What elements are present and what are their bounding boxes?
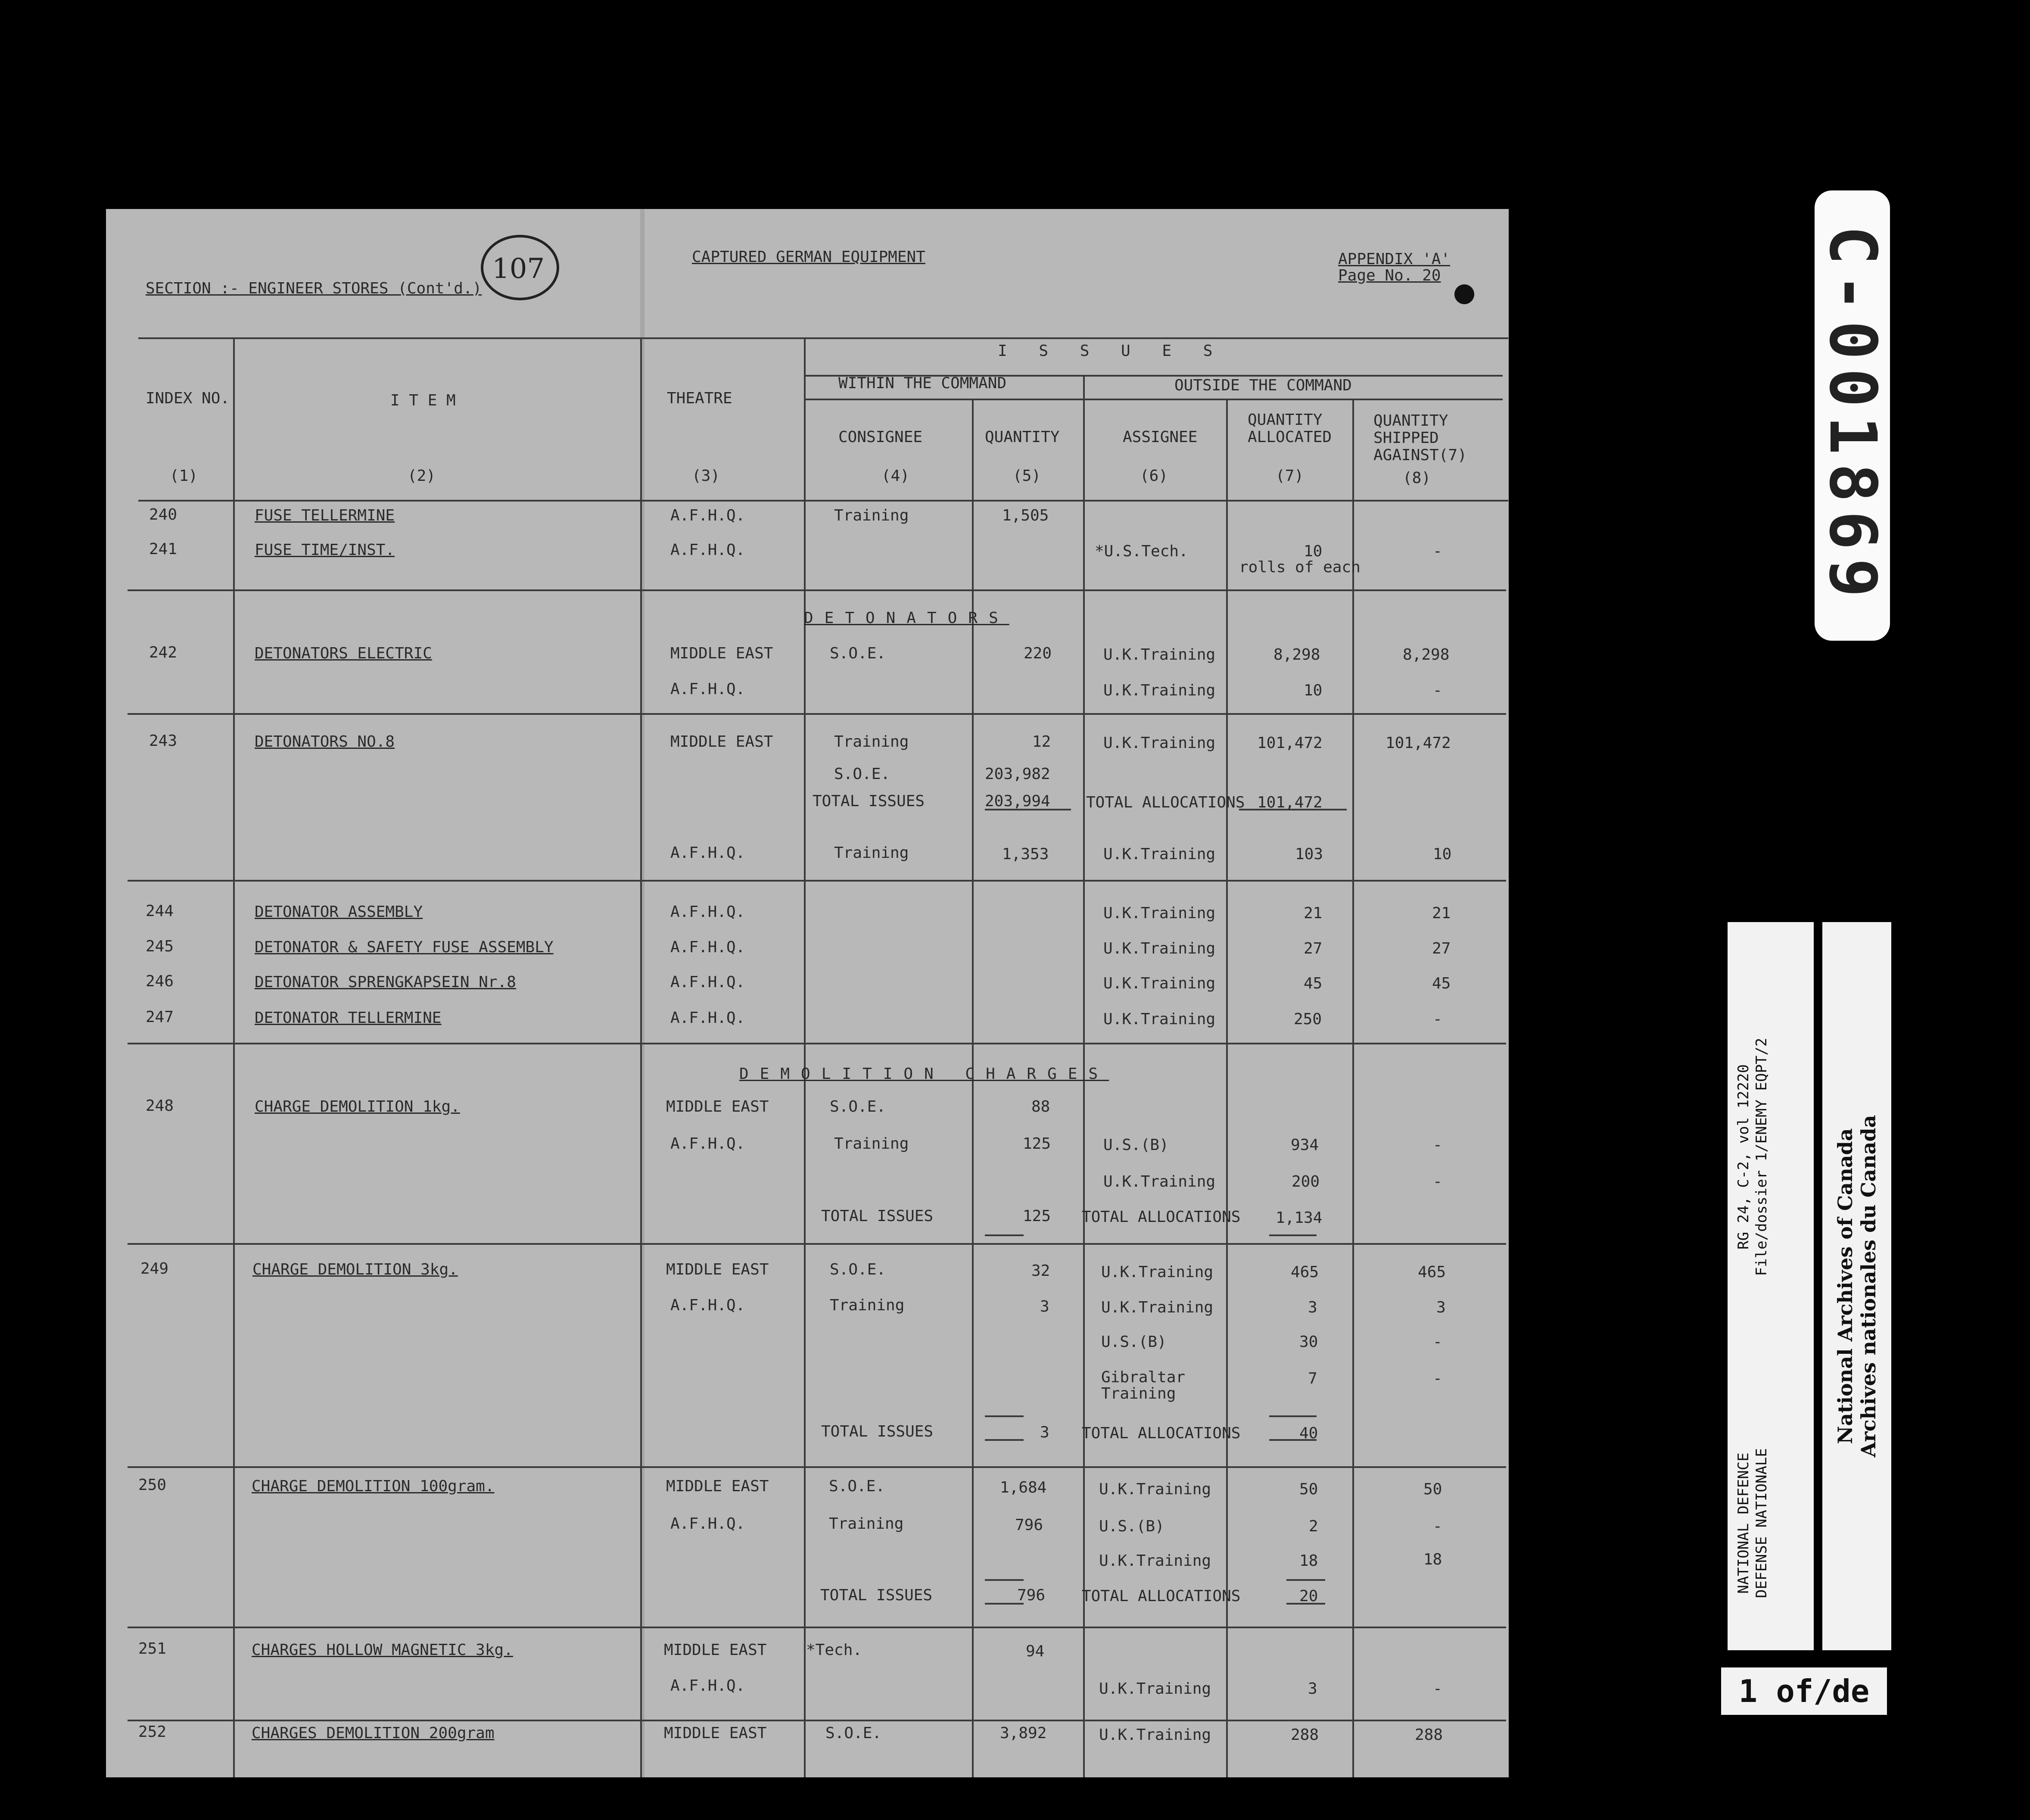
- col-number: (2): [408, 467, 436, 485]
- record-group-ref: RG 24, C-2, vol 12220: [1735, 1064, 1752, 1250]
- shipped-cell: -: [1433, 1173, 1442, 1190]
- header-qty-shipped-3: AGAINST(7): [1373, 446, 1467, 464]
- folio-stamp: [481, 235, 559, 300]
- consignee-cell: Training: [834, 1135, 909, 1153]
- allocated-cell: 1,134: [1276, 1209, 1323, 1227]
- consignee-cell: *Tech.: [806, 1641, 862, 1659]
- header-consignee: CONSIGNEE: [838, 428, 923, 446]
- page-counter: 1 of/de: [1721, 1667, 1887, 1715]
- quantity-cell: 3,892: [1000, 1724, 1047, 1742]
- item-cell: DETONATOR TELLERMINE: [255, 1009, 442, 1027]
- quantity-cell: 796: [1015, 1516, 1043, 1534]
- header-within-command: WITHIN THE COMMAND: [838, 374, 1007, 392]
- file-ref: File/dossier 1/ENEMY EQPT/2: [1753, 1038, 1770, 1276]
- quantity-cell: 94: [1026, 1642, 1045, 1660]
- theatre-cell: MIDDLE EAST: [670, 645, 773, 662]
- allocated-cell: 50: [1299, 1480, 1318, 1498]
- quantity-cell: 125: [1023, 1207, 1051, 1225]
- allocated-cell: 200: [1292, 1173, 1320, 1190]
- shipped-cell: -: [1433, 1333, 1442, 1351]
- consignee-cell: TOTAL ISSUES: [821, 1207, 934, 1225]
- quantity-cell: 220: [1024, 645, 1052, 662]
- assignee-cell: U.K.Training: [1103, 1173, 1216, 1190]
- item-cell: CHARGE DEMOLITION 100gram.: [252, 1477, 495, 1495]
- shipped-cell: -: [1433, 1010, 1442, 1028]
- consignee-cell: S.O.E.: [829, 1477, 885, 1495]
- index-cell: 243: [149, 732, 177, 750]
- theatre-cell: MIDDLE EAST: [664, 1724, 767, 1742]
- shipped-cell: -: [1433, 682, 1442, 699]
- theatre-cell: MIDDLE EAST: [666, 1098, 769, 1116]
- shipped-cell: 101,472: [1386, 734, 1451, 752]
- header-qty-allocated-2: ALLOCATED: [1248, 428, 1332, 446]
- section-title: SECTION :- ENGINEER STORES (Cont'd.): [146, 280, 482, 297]
- shipped-cell: 18: [1423, 1551, 1442, 1568]
- col-number: (8): [1403, 469, 1431, 487]
- index-cell: 241: [149, 540, 177, 558]
- assignee-cell: U.K.Training: [1103, 904, 1216, 922]
- header-qty-shipped-2: SHIPPED: [1373, 429, 1439, 447]
- quantity-cell: 203,982: [985, 765, 1050, 783]
- allocated-cell: 250: [1294, 1010, 1322, 1028]
- item-cell: CHARGE DEMOLITION 3kg.: [252, 1261, 458, 1278]
- theatre-cell: A.F.H.Q.: [670, 1135, 745, 1153]
- command-rule: [805, 399, 1503, 400]
- theatre-cell: A.F.H.Q.: [670, 1009, 745, 1027]
- assignee-cell: *U.S.Tech.: [1095, 542, 1188, 560]
- allocated-cell: 101,472: [1257, 794, 1323, 811]
- consignee-cell: S.O.E.: [830, 1261, 886, 1278]
- assignee-cell: U.K.Training: [1103, 845, 1216, 863]
- quantity-cell: 1,684: [1000, 1479, 1047, 1496]
- allocated-cell: 101,472: [1257, 734, 1323, 752]
- index-cell: 251: [138, 1640, 167, 1658]
- item-cell: DETONATORS NO.8: [255, 733, 395, 751]
- row-rule: [128, 1043, 1506, 1044]
- index-cell: 250: [138, 1476, 167, 1494]
- total-rule: [1286, 1579, 1325, 1581]
- index-cell: 247: [146, 1008, 174, 1026]
- consignee-cell: S.O.E.: [825, 1724, 882, 1742]
- shipped-cell: -: [1433, 1680, 1442, 1698]
- quantity-cell: 1,353: [1002, 845, 1049, 863]
- allocated-cell: 10: [1304, 682, 1323, 699]
- allocated-cell: 45: [1304, 975, 1323, 992]
- assignee-cell: TOTAL ALLOCATIONS: [1086, 794, 1245, 811]
- allocated-cell: 21: [1304, 904, 1323, 922]
- page-number: Page No. 20: [1338, 267, 1441, 284]
- allocated-cell: 30: [1299, 1333, 1318, 1351]
- item-cell: CHARGES DEMOLITION 200gram: [252, 1724, 495, 1742]
- assignee-cell: U.K.Training: [1103, 940, 1216, 957]
- header-qty-shipped-1: QUANTITY: [1373, 412, 1448, 430]
- item-cell: DETONATOR SPRENGKAPSEIN Nr.8: [255, 973, 516, 991]
- col-rule-6: [1226, 399, 1228, 1777]
- total-rule: [1269, 1234, 1317, 1236]
- allocated-cell: 8,298: [1273, 646, 1320, 664]
- archive-reference-label: [1728, 922, 1814, 1650]
- allocated-cell: 27: [1304, 940, 1323, 957]
- col-number: (1): [170, 467, 198, 485]
- item-cell: DETONATOR & SAFETY FUSE ASSEMBLY: [255, 938, 554, 956]
- allocated-cell: 40: [1299, 1424, 1318, 1442]
- consignee-cell: TOTAL ISSUES: [821, 1423, 934, 1440]
- punch-hole: [1454, 284, 1474, 304]
- allocated-cell: 934: [1291, 1136, 1319, 1154]
- header-qty-allocated-1: QUANTITY: [1248, 411, 1323, 429]
- row-rule: [128, 880, 1506, 882]
- assignee-cell: U.S.(B): [1103, 1136, 1169, 1154]
- assignee-cell: U.S.(B): [1101, 1333, 1167, 1351]
- row-rule: [128, 1243, 1506, 1245]
- assignee-cell: TOTAL ALLOCATIONS: [1082, 1424, 1241, 1442]
- assignee-cell: U.S.(B): [1099, 1518, 1164, 1535]
- item-cell: FUSE TELLERMINE: [255, 507, 395, 524]
- allocated-cell: 103: [1295, 845, 1323, 863]
- assignee-cell: U.K.Training: [1103, 1010, 1216, 1028]
- consignee-cell: S.O.E.: [830, 645, 886, 662]
- row-rule: [128, 1466, 1506, 1468]
- document-title: CAPTURED GERMAN EQUIPMENT: [692, 248, 925, 266]
- index-cell: 252: [138, 1723, 167, 1741]
- header-index: INDEX NO.: [146, 390, 230, 407]
- shipped-cell: 27: [1432, 940, 1451, 957]
- quantity-cell: 1,505: [1002, 507, 1049, 524]
- shipped-cell: 10: [1433, 845, 1452, 863]
- allocated-note: rolls of each: [1239, 558, 1361, 576]
- consignee-cell: Training: [834, 507, 909, 524]
- allocated-cell: 20: [1299, 1587, 1318, 1605]
- consignee-cell: Training: [830, 1296, 905, 1314]
- col-number: (7): [1276, 467, 1304, 485]
- shipped-cell: -: [1433, 542, 1442, 560]
- shipped-cell: 8,298: [1403, 646, 1450, 664]
- assignee-cell: U.K.Training: [1101, 1263, 1214, 1281]
- col-number: (4): [881, 467, 910, 485]
- row-rule: [128, 1627, 1506, 1628]
- quantity-cell: 3: [1040, 1298, 1049, 1315]
- section-detonators: DETONATORS: [804, 609, 1009, 627]
- quantity-cell: 32: [1031, 1262, 1050, 1280]
- shipped-cell: -: [1433, 1370, 1442, 1387]
- consignee-cell: S.O.E.: [834, 765, 890, 783]
- shipped-cell: -: [1433, 1136, 1442, 1154]
- assignee-cell: U.K.Training: [1099, 1552, 1211, 1570]
- consignee-cell: TOTAL ISSUES: [820, 1586, 933, 1604]
- total-rule: [985, 1439, 1024, 1441]
- consignee-cell: S.O.E.: [830, 1098, 886, 1116]
- allocated-cell: 3: [1308, 1680, 1317, 1698]
- consignee-cell: Training: [829, 1515, 904, 1533]
- quantity-cell: 125: [1023, 1135, 1051, 1153]
- allocated-cell: 465: [1291, 1263, 1319, 1281]
- row-rule: [128, 713, 1506, 715]
- index-cell: 248: [146, 1097, 174, 1115]
- table-top-rule: [138, 337, 1508, 339]
- shipped-cell: 288: [1415, 1726, 1443, 1744]
- theatre-cell: MIDDLE EAST: [670, 733, 773, 751]
- total-rule: [985, 1234, 1024, 1236]
- header-outside-command: OUTSIDE THE COMMAND: [1174, 377, 1352, 394]
- theatre-cell: A.F.H.Q.: [670, 903, 745, 921]
- header-theatre: THEATRE: [667, 390, 732, 407]
- index-cell: 246: [146, 972, 174, 990]
- department-en: NATIONAL DEFENCE: [1735, 1452, 1752, 1594]
- theatre-cell: A.F.H.Q.: [670, 507, 745, 524]
- quantity-cell: 3: [1040, 1424, 1049, 1441]
- folio-number: 107: [492, 253, 545, 285]
- archives-name-en: National Archives of Canada: [1834, 1128, 1857, 1444]
- allocated-cell: 18: [1299, 1552, 1318, 1570]
- theatre-cell: MIDDLE EAST: [666, 1477, 769, 1495]
- assignee-cell: Gibraltar: [1101, 1368, 1186, 1386]
- header-issues: I S S U E S: [998, 342, 1224, 360]
- header-assignee: ASSIGNEE: [1123, 428, 1198, 446]
- allocated-cell: 288: [1291, 1726, 1319, 1744]
- item-cell: CHARGES HOLLOW MAGNETIC 3kg.: [252, 1641, 513, 1659]
- index-cell: 240: [149, 506, 177, 524]
- col-rule-2: [640, 337, 642, 1777]
- allocated-cell: 3: [1308, 1299, 1317, 1316]
- theatre-cell: A.F.H.Q.: [670, 541, 745, 559]
- item-cell: CHARGE DEMOLITION 1kg.: [255, 1098, 460, 1116]
- index-cell: 242: [149, 644, 177, 661]
- header-bottom-rule: [138, 500, 1508, 502]
- consignee-cell: Training: [834, 733, 909, 751]
- col-number: (6): [1140, 467, 1168, 485]
- quantity-cell: 203,994: [985, 792, 1050, 810]
- allocated-cell: 2: [1309, 1518, 1318, 1535]
- theatre-cell: A.F.H.Q.: [670, 1677, 745, 1695]
- row-rule: [128, 589, 1506, 591]
- assignee-cell: U.K.Training: [1103, 734, 1216, 752]
- total-rule: [985, 1579, 1024, 1581]
- assignee-cell: U.K.Training: [1103, 646, 1216, 664]
- archive-title-label: [1822, 922, 1891, 1650]
- assignee-cell: Training: [1101, 1385, 1176, 1402]
- shipped-cell: 45: [1432, 975, 1451, 992]
- theatre-cell: MIDDLE EAST: [666, 1261, 769, 1278]
- total-rule: [985, 1415, 1024, 1417]
- item-cell: DETONATORS ELECTRIC: [255, 645, 432, 662]
- shipped-cell: 50: [1423, 1480, 1442, 1498]
- shipped-cell: 21: [1432, 904, 1451, 922]
- allocated-cell: 7: [1308, 1370, 1317, 1387]
- index-cell: 244: [146, 902, 174, 920]
- theatre-cell: A.F.H.Q.: [670, 1515, 745, 1533]
- department-fr: DEFENSE NATIONALE: [1753, 1448, 1770, 1598]
- row-rule: [128, 1720, 1506, 1721]
- header-item: I T E M: [390, 392, 456, 409]
- section-demolition: DEMOLITION CHARGES: [739, 1065, 1109, 1083]
- assignee-cell: TOTAL ALLOCATIONS: [1082, 1587, 1241, 1605]
- allocated-cell: 10: [1304, 542, 1323, 560]
- header-quantity: QUANTITY: [985, 428, 1060, 446]
- shipped-cell: 3: [1436, 1299, 1446, 1316]
- microfilm-number-tag: [1815, 190, 1890, 641]
- archives-name-fr: Archives nationales du Canada: [1857, 1115, 1880, 1458]
- quantity-cell: 796: [1017, 1586, 1046, 1604]
- col-number: (3): [692, 467, 720, 485]
- theatre-cell: A.F.H.Q.: [670, 680, 745, 698]
- quantity-cell: 12: [1032, 733, 1051, 751]
- shipped-cell: 465: [1418, 1263, 1446, 1281]
- col-rule-7: [1352, 399, 1354, 1777]
- theatre-cell: A.F.H.Q.: [670, 844, 745, 862]
- col-rule-1: [233, 337, 235, 1777]
- microfilm-number: C-001869: [1815, 225, 1890, 606]
- index-cell: 245: [146, 938, 174, 955]
- index-cell: 249: [140, 1260, 169, 1278]
- col-rule-3: [804, 337, 806, 1777]
- assignee-cell: U.K.Training: [1099, 1480, 1211, 1498]
- col-rule-4: [972, 399, 974, 1777]
- assignee-cell: TOTAL ALLOCATIONS: [1082, 1208, 1241, 1226]
- assignee-cell: U.K.Training: [1103, 682, 1216, 699]
- shipped-cell: -: [1433, 1518, 1442, 1535]
- assignee-cell: U.K.Training: [1103, 975, 1216, 992]
- theatre-cell: A.F.H.Q.: [670, 1296, 745, 1314]
- appendix-label: APPENDIX 'A': [1338, 250, 1451, 268]
- col-number: (5): [1013, 467, 1041, 485]
- consignee-cell: TOTAL ISSUES: [813, 792, 925, 810]
- theatre-cell: A.F.H.Q.: [670, 973, 745, 991]
- item-cell: FUSE TIME/INST.: [255, 541, 395, 559]
- total-rule: [1269, 1415, 1317, 1417]
- document-page: [106, 209, 1509, 1777]
- theatre-cell: A.F.H.Q.: [670, 938, 745, 956]
- theatre-cell: MIDDLE EAST: [664, 1641, 767, 1659]
- assignee-cell: U.K.Training: [1101, 1299, 1214, 1316]
- assignee-cell: U.K.Training: [1099, 1726, 1211, 1744]
- assignee-cell: U.K.Training: [1099, 1680, 1211, 1698]
- quantity-cell: 88: [1031, 1098, 1050, 1116]
- consignee-cell: Training: [834, 844, 909, 862]
- item-cell: DETONATOR ASSEMBLY: [255, 903, 423, 921]
